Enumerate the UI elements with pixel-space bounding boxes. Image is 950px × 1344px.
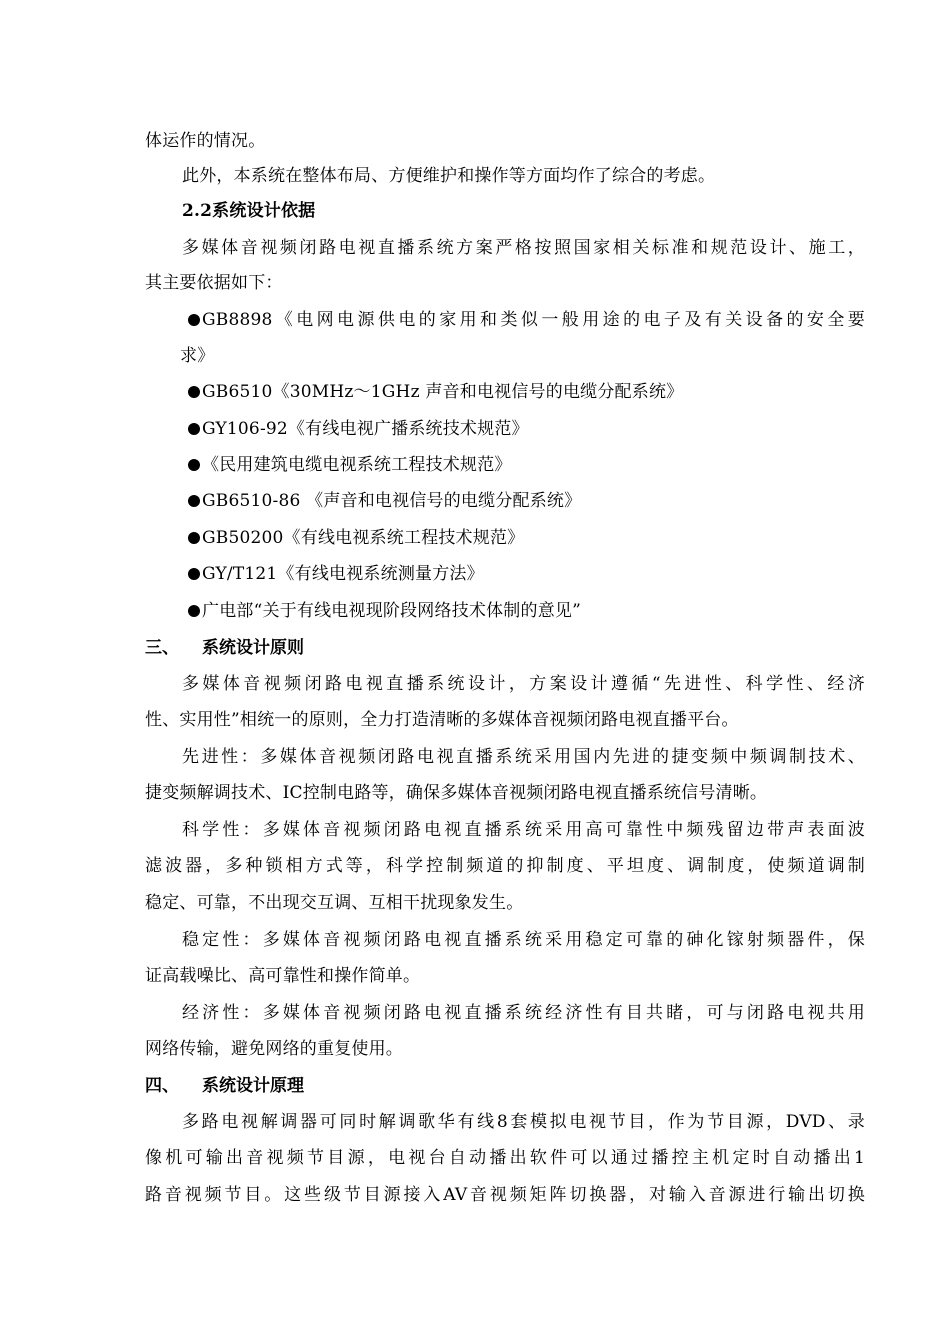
paragraph-line: 多媒体音视频闭路电视直播系统方案严格按照国家相关标准和规范设计、施工， <box>182 238 865 258</box>
bullet-icon <box>188 423 200 435</box>
paragraph-line: 其主要依据如下： <box>145 273 283 293</box>
section-heading-2-2: 2.2系统设计依据 <box>182 201 316 221</box>
bullet-icon <box>188 314 200 326</box>
chapter-heading: 系统设计原理 <box>202 1076 304 1096</box>
paragraph-line: 稳定、可靠，不出现交互调、互相干扰现象发生。 <box>145 893 524 913</box>
list-item-text: GY/T121《有线电视系统测量方法》 <box>202 564 484 584</box>
paragraph-line: 先进性：多媒体音视频闭路电视直播系统采用国内先进的捷变频中频调制技术、 <box>182 747 865 767</box>
list-item-continuation: 求》 <box>180 346 215 366</box>
list-item <box>188 454 865 476</box>
paragraph-line: 经济性：多媒体音视频闭路电视直播系统经济性有目共睹，可与闭路电视共用 <box>182 1003 865 1023</box>
list-item-text: GB8898《电网电源供电的家用和类似一般用途的电子及有关设备的安全要 <box>202 310 865 330</box>
chapter-number: 四、 <box>145 1076 179 1096</box>
paragraph-line: 科学性：多媒体音视频闭路电视直播系统采用高可靠性中频残留边带声表面波 <box>182 820 865 840</box>
paragraph-line: 此外，本系统在整体布局、方便维护和操作等方面均作了综合的考虑。 <box>182 166 716 186</box>
list-item-text: GB6510-86 《声音和电视信号的电缆分配系统》 <box>202 491 582 511</box>
list-item-text: GY106-92《有线电视广播系统技术规范》 <box>202 419 529 439</box>
paragraph-line: 滤波器，多种锁相方式等，科学控制频道的抑制度、平坦度、调制度，使频道调制 <box>145 856 865 876</box>
list-item <box>188 490 865 512</box>
paragraph-line: 稳定性：多媒体音视频闭路电视直播系统采用稳定可靠的砷化镓射频器件，保 <box>182 930 865 950</box>
list-item <box>188 381 865 403</box>
bullet-icon <box>188 605 200 617</box>
paragraph-line: 体运作的情况。 <box>145 131 266 151</box>
bullet-icon <box>188 568 200 580</box>
paragraph-line: 多路电视解调器可同时解调歌华有线8套模拟电视节目，作为节目源，DVD、录 <box>182 1112 865 1132</box>
bullet-icon <box>188 495 200 507</box>
paragraph-line: 路音视频节目。这些级节目源接入AV音视频矩阵切换器，对输入音源进行输出切换 <box>145 1185 865 1205</box>
bullet-icon <box>188 459 200 471</box>
paragraph-line: 像机可输出音视频节目源，电视台自动播出软件可以通过播控主机定时自动播出1 <box>145 1148 865 1168</box>
list-item-text: 《民用建筑电缆电视系统工程技术规范》 <box>202 455 512 475</box>
chapter-number: 三、 <box>145 638 179 658</box>
list-item <box>188 418 865 440</box>
list-item-text: GB6510《30MHz～1GHz 声音和电视信号的电缆分配系统》 <box>202 382 684 402</box>
chapter-heading: 系统设计原则 <box>202 638 304 658</box>
paragraph-line: 证高载噪比、高可靠性和操作简单。 <box>145 966 421 986</box>
paragraph-line: 捷变频解调技术、IC控制电路等，确保多媒体音视频闭路电视直播系统信号清晰。 <box>145 783 768 803</box>
paragraph-line: 网络传输，避免网络的重复使用。 <box>145 1039 403 1059</box>
list-item-text: 广电部“关于有线电视现阶段网络技术体制的意见” <box>202 601 581 621</box>
paragraph-line: 多媒体音视频闭路电视直播系统设计，方案设计遵循“先进性、科学性、经济 <box>182 674 865 694</box>
list-item <box>188 309 865 331</box>
list-item <box>188 563 865 585</box>
bullet-icon <box>188 386 200 398</box>
list-item <box>188 527 865 549</box>
list-item-text: GB50200《有线电视系统工程技术规范》 <box>202 528 525 548</box>
list-item <box>188 600 865 622</box>
bullet-icon <box>188 532 200 544</box>
paragraph-line: 性、实用性”相统一的原则，全力打造清晰的多媒体音视频闭路电视直播平台。 <box>145 710 739 730</box>
